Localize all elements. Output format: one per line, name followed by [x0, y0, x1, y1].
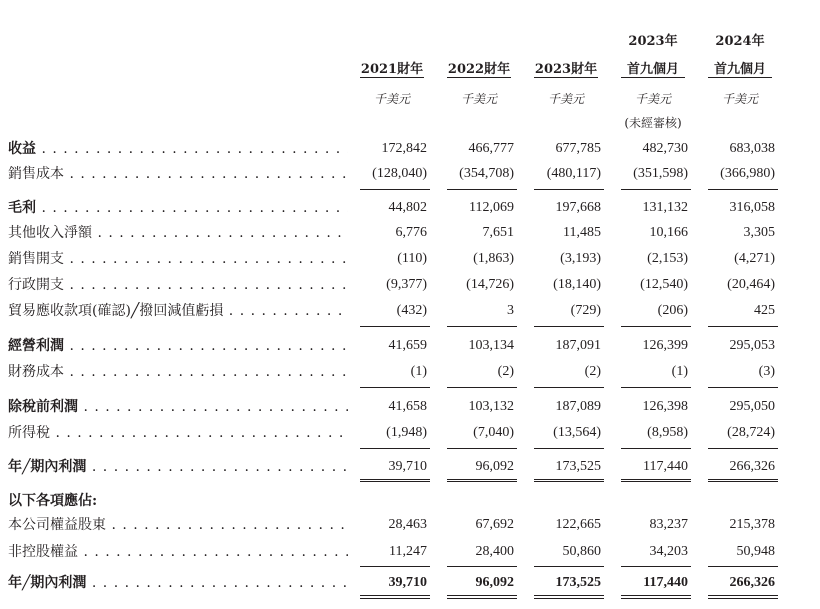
cell: 117,440 [643, 575, 688, 590]
cell: (2) [584, 364, 601, 379]
cell: (9,377) [386, 277, 427, 292]
double-rule-total-col2 [534, 595, 604, 599]
row-selling-expenses [0, 250, 820, 268]
cell: 67,692 [475, 517, 514, 532]
rule-finance-costs-col1 [447, 387, 517, 388]
cell: (12,540) [640, 277, 688, 292]
rule-non-controlling-col0 [360, 566, 430, 567]
cell: (1) [410, 364, 427, 379]
cell: (20,464) [727, 277, 775, 292]
unit-col2: 千美元 [547, 92, 584, 106]
cell: 7,651 [482, 225, 514, 240]
row-label: 毛利 . . . [8, 199, 348, 217]
cell: 295,050 [729, 399, 775, 414]
header-col2: 2023財年 [534, 62, 598, 77]
cell: 41,659 [388, 338, 427, 353]
rule-cost-of-sales-col2 [534, 189, 604, 190]
rule-non-controlling-col1 [447, 566, 517, 567]
double-rule-profit-col1 [447, 479, 517, 482]
cell: 6,776 [395, 225, 427, 240]
header-rule-col4 [708, 77, 772, 78]
rule-income-tax-col0 [360, 448, 430, 449]
rule-finance-costs-col4 [708, 387, 778, 388]
cell: 103,134 [468, 338, 514, 353]
rule-finance-costs-col2 [534, 387, 604, 388]
rule-cost-of-sales-col1 [447, 189, 517, 190]
double-rule-total-col1 [447, 595, 517, 599]
cell: (128,040) [372, 166, 427, 181]
cell: 131,132 [642, 200, 688, 215]
unit-col0: 千美元 [373, 92, 410, 106]
cell: 187,091 [555, 338, 601, 353]
rule-income-tax-col1 [447, 448, 517, 449]
header-col4-line2: 首九個月 [713, 62, 766, 77]
row-label: 其他收入淨額 . . . [8, 224, 348, 242]
cell: (4,271) [734, 251, 775, 266]
row-label: 本公司權益股東 . . . [8, 516, 348, 534]
double-rule-profit-col0 [360, 479, 430, 482]
row-admin-expenses [0, 276, 820, 294]
cell: 187,089 [555, 399, 601, 414]
cell: (729) [570, 303, 601, 318]
row-label: 年╱期內利潤 . . . [8, 574, 348, 592]
rule-non-controlling-col3 [621, 566, 691, 567]
row-equity-shareholders [0, 516, 820, 534]
rule-non-controlling-col4 [708, 566, 778, 567]
cell: 41,658 [388, 399, 427, 414]
cell: (366,980) [720, 166, 775, 181]
cell: (28,724) [727, 425, 775, 440]
header-col4-line1: 2024年 [715, 34, 765, 49]
cell: 683,038 [729, 141, 775, 156]
rule-impairment-col4 [708, 326, 778, 327]
header-rule-col1 [447, 77, 511, 78]
rule-impairment-col2 [534, 326, 604, 327]
cell: 466,777 [468, 141, 514, 156]
row-label: 行政開支 . . . [8, 276, 348, 294]
cell: (3,193) [560, 251, 601, 266]
double-rule-total-col4 [708, 595, 778, 599]
cell: (8,958) [647, 425, 688, 440]
cell: (1) [671, 364, 688, 379]
row-profit-for-period [0, 458, 820, 476]
cell: 126,398 [642, 399, 688, 414]
unit-col1: 千美元 [460, 92, 497, 106]
cell: 96,092 [475, 575, 514, 590]
cell: 172,842 [381, 141, 427, 156]
cell: 10,166 [649, 225, 688, 240]
cell: 173,525 [555, 575, 601, 590]
row-label: 銷售成本 . . . [8, 165, 348, 183]
rule-cost-of-sales-col0 [360, 189, 430, 190]
rule-impairment-col1 [447, 326, 517, 327]
cell: (3) [758, 364, 775, 379]
rule-impairment-col0 [360, 326, 430, 327]
cell: (18,140) [553, 277, 601, 292]
row-operating-profit [0, 337, 820, 355]
cell: (354,708) [459, 166, 514, 181]
cell: 11,247 [389, 544, 427, 559]
row-impairment [0, 302, 820, 320]
cell: 197,668 [555, 200, 601, 215]
cell: 96,092 [475, 459, 514, 474]
cell: 215,378 [729, 517, 775, 532]
cell: 50,860 [562, 544, 601, 559]
cell: 266,326 [729, 459, 775, 474]
cell: (480,117) [546, 166, 601, 181]
rule-finance-costs-col0 [360, 387, 430, 388]
cell: 112,069 [469, 200, 514, 215]
cell: 103,132 [468, 399, 514, 414]
cell: (1,863) [473, 251, 514, 266]
rule-income-tax-col2 [534, 448, 604, 449]
rule-impairment-col3 [621, 326, 691, 327]
row-label: 財務成本 . . . [8, 363, 348, 381]
row-finance-costs [0, 363, 820, 381]
cell: 3 [507, 303, 514, 318]
double-rule-profit-col3 [621, 479, 691, 482]
unit-col3: 千美元 [634, 92, 671, 106]
cell: 39,710 [388, 575, 427, 590]
rule-cost-of-sales-col3 [621, 189, 691, 190]
row-cost-of-sales [0, 165, 820, 183]
cell: 316,058 [729, 200, 775, 215]
rule-income-tax-col3 [621, 448, 691, 449]
cell: 28,400 [475, 544, 514, 559]
row-non-controlling [0, 543, 820, 561]
attributable-heading: 以下各項應佔: [8, 493, 98, 509]
rule-income-tax-col4 [708, 448, 778, 449]
row-label: 非控股權益 . . . [8, 543, 348, 561]
cell: 126,399 [642, 338, 688, 353]
header-rule-col0 [360, 77, 424, 78]
double-rule-profit-col2 [534, 479, 604, 482]
cell: 117,440 [643, 459, 688, 474]
unit-col4: 千美元 [721, 92, 758, 106]
rule-non-controlling-col2 [534, 566, 604, 567]
cell: (110) [397, 251, 427, 266]
header-rule-col3 [621, 77, 685, 78]
cell: (2,153) [647, 251, 688, 266]
cell: 39,710 [388, 459, 427, 474]
cell: 173,525 [555, 459, 601, 474]
row-profit-total [0, 574, 820, 592]
cell: (351,598) [633, 166, 688, 181]
cell: (7,040) [473, 425, 514, 440]
cell: (2) [497, 364, 514, 379]
cell: 44,802 [388, 200, 427, 215]
double-rule-total-col0 [360, 595, 430, 599]
cell: 122,665 [555, 517, 601, 532]
rule-finance-costs-col3 [621, 387, 691, 388]
double-rule-total-col3 [621, 595, 691, 599]
cell: (206) [657, 303, 688, 318]
row-label: 年╱期內利潤 . . . [8, 458, 348, 476]
cell: 295,053 [729, 338, 775, 353]
row-label: 經營利潤 . . . [8, 337, 348, 355]
cell: 50,948 [736, 544, 775, 559]
cell: 34,203 [649, 544, 688, 559]
cell: (432) [396, 303, 427, 318]
rule-cost-of-sales-col4 [708, 189, 778, 190]
cell: 425 [754, 303, 775, 318]
cell: (14,726) [466, 277, 514, 292]
row-label: 收益 . . . [8, 140, 348, 158]
cell: 3,305 [743, 225, 775, 240]
header-rule-col2 [534, 77, 598, 78]
cell: 11,485 [563, 225, 601, 240]
row-label: 貿易應收款項(確認)╱撥回減值虧損 . . . [8, 302, 348, 320]
row-label: 銷售開支 . . . [8, 250, 348, 268]
cell: 677,785 [555, 141, 601, 156]
cell: (13,564) [553, 425, 601, 440]
cell: 28,463 [388, 517, 427, 532]
header-col3-line2: 首九個月 [626, 62, 679, 77]
row-other-income [0, 224, 820, 242]
row-label: 除稅前利潤 . . . [8, 398, 348, 416]
header-col3-line1: 2023年 [628, 34, 678, 49]
header-col0: 2021財年 [360, 62, 424, 77]
header-col1: 2022財年 [447, 62, 511, 77]
row-label: 所得稅 . . . [8, 424, 348, 442]
row-gross-profit [0, 199, 820, 217]
unaudited-note: (未經審核) [624, 116, 682, 130]
row-income-tax [0, 424, 820, 442]
double-rule-profit-col4 [708, 479, 778, 482]
cell: 482,730 [642, 141, 688, 156]
cell: 266,326 [729, 575, 775, 590]
cell: 83,237 [649, 517, 688, 532]
row-revenue [0, 140, 820, 158]
row-profit-before-tax [0, 398, 820, 416]
cell: (1,948) [386, 425, 427, 440]
